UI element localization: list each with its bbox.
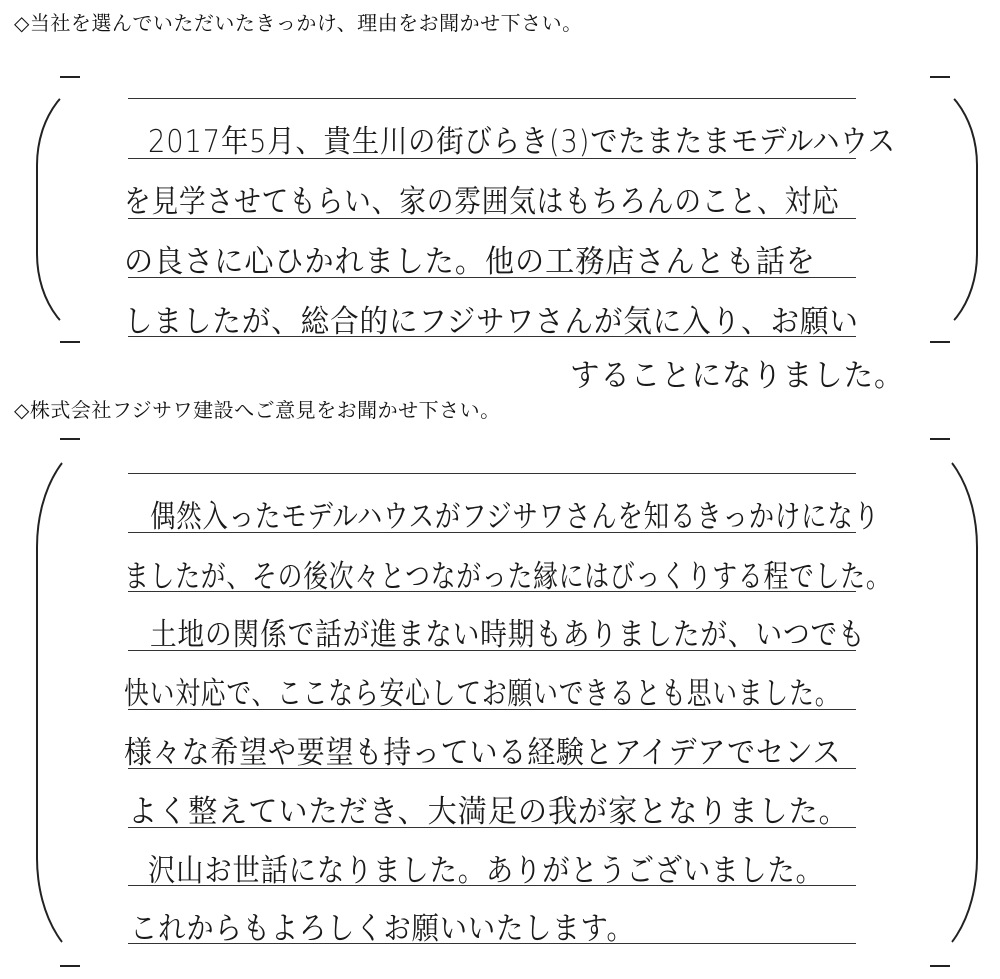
answer-2-line-1: 偶然入ったモデルハウスがフジサワさんを知るきっかけになり <box>150 499 880 535</box>
answer-2-line-2: ましたが、その後次々とつながった縁にはびっくりする程でした。 <box>124 559 892 595</box>
question-opinion: ◇株式会社フジサワ建設へご意見をお聞かせ下さい。 <box>14 398 501 422</box>
answer-2-line-7: 沢山お世話になりました。ありがとうございました。 <box>148 853 824 889</box>
frame-1-bottom-right-cap <box>930 341 950 343</box>
answer-1-line-1: 2017年5月、貴生川の街びらき(3)でたまたまモデルハウス <box>148 124 896 160</box>
frame-2-top-right-cap <box>930 438 950 440</box>
frame-2-bottom-right-cap <box>930 965 950 967</box>
ruled-line <box>128 98 856 99</box>
answer-1-line-4: しましたが、総合的にフジサワさんが気に入り、お願い <box>124 304 859 340</box>
frame-2-bottom-left-cap <box>60 965 80 967</box>
answer-2-line-8: これからもよろしくお願いいたします。 <box>130 911 635 947</box>
answer-1-line-3: の良さに心ひかれました。他の工務店さんとも話を <box>124 244 816 280</box>
frame-2-top-left-cap <box>60 438 80 440</box>
frame-1-top-right-cap <box>930 76 950 78</box>
ruled-line <box>128 473 856 474</box>
answer-2-line-3: 土地の関係で話が進まない時期もありましたが、いつでも <box>150 617 866 653</box>
answer-2-line-4: 快い対応で、ここなら安心してお願いできるとも思いました。 <box>124 676 841 712</box>
answer-1-line-2: を見学させてもらい、家の雰囲気はもちろんのこと、対応 <box>124 184 840 220</box>
question-reason: ◇当社を選んでいただいたきっかけ、理由をお聞かせ下さい。 <box>14 11 583 35</box>
frame-1-bottom-left-cap <box>60 341 80 343</box>
answer-2-line-5: 様々な希望や要望も持っている経験とアイデアでセンス <box>124 735 842 771</box>
answer-1-line-5: することになりました。 <box>570 358 905 394</box>
frame-1-top-left-cap <box>60 76 80 78</box>
answer-2-line-6: よく整えていただき、大満足の我が家となりました。 <box>128 794 849 830</box>
